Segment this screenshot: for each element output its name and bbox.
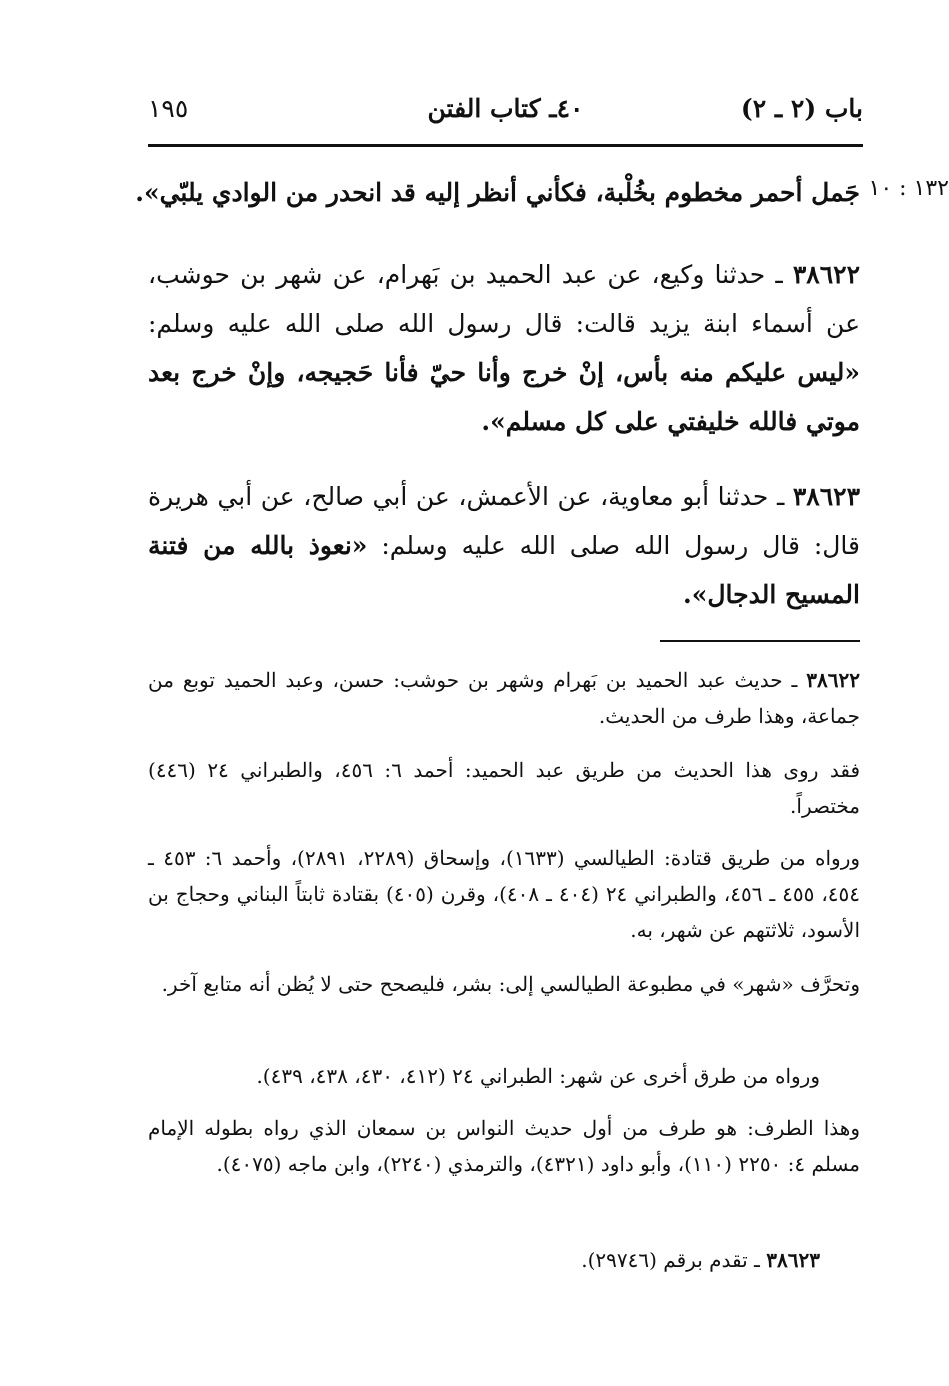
footnote-38623 [148, 1242, 860, 1278]
footnote-38622 [148, 662, 860, 734]
footnote-paragraph: وتحرَّف «شهر» في مطبوعة الطيالسي إلى: بشر، فليصحح حتى لا يُظن أنه متابع آخر. [161, 972, 860, 996]
chapter-title: باب (٢ ـ ٢) [740, 94, 863, 123]
footnote-rule [660, 640, 860, 642]
footnote-number: ٣٨٦٢٢ [806, 668, 860, 692]
running-header [148, 94, 863, 134]
hadith-number: ٣٨٦٢٢ [792, 260, 860, 289]
footnote-number: ٣٨٦٢٣ [766, 1248, 820, 1272]
footnote-text: ـ حديث عبد الحميد بن بَهرام وشهر بن حوشب: حسن، وعبد الحميد توبع من جماعة، وهذا طرف من الحديث. [148, 668, 860, 728]
margin-reference: ١٣٢ : ١٠ [868, 176, 949, 201]
hadith-isnad: ـ حدثنا أبو معاوية، عن الأعمش، عن أبي صالح، عن أبي هريرة قال: قال رسول الله صلى الله عليه وسلم: [148, 482, 860, 560]
footnote-text: ـ تقدم برقم (٢٩٧٤٦). [581, 1248, 767, 1272]
footnote-paragraph: ورواه من طريق قتادة: الطيالسي (١٦٣٣)، وإسحاق (٢٢٨٩، ٢٨٩١)، وأحمد ٦: ٤٥٣ ـ ٤٥٤، ٤٥٥ ـ ٤٥٦، والطبراني ٢٤ (٤٠٤ ـ ٤٠٨)، وقرن (٤٠٥) بقتادة ثابتاً البناني وحجاج بن الأسود، ثلاثتهم عن شهر، به. [148, 846, 861, 942]
hadith-number: ٣٨٦٢٣ [792, 482, 860, 511]
page-number: ١٩٥ [148, 94, 189, 123]
footnote-paragraph: وهذا الطرف: هو طرف من أول حديث النواس بن سمعان الذي رواه بطوله الإمام مسلم ٤: ٢٢٥٠ (١١٠)، وأبو داود (٤٣٢١)، والترمذي (٢٢٤٠)، وابن ماجه (٤٠٧٥). [148, 1116, 860, 1176]
footnote-paragraph: فقد روى هذا الحديث من طريق عبد الحميد: أحمد ٦: ٤٥٦، والطبراني ٢٤ (٤٤٦) مختصراً. [148, 758, 860, 818]
hadith-isnad: ـ حدثنا وكيع، عن عبد الحميد بن بَهرام، عن شهر بن حوشب، عن أسماء ابنة يزيد قالت: قال رسول الله صلى الله عليه وسلم: [148, 260, 860, 338]
footnote-paragraph: ورواه من طرق أخرى عن شهر: الطبراني ٢٤ (٤١٢، ٤٣٠، ٤٣٨، ٤٣٩). [256, 1064, 820, 1088]
book-title: ٤٠ـ كتاب الفتن [427, 94, 584, 123]
header-rule [148, 144, 863, 147]
hadith-38623 [148, 472, 860, 619]
hadith-matn: «ليس عليكم منه بأس، إنْ خرج وأنا حيّ فأنا حَجيجه، وإنْ خرج بعد موتي فالله خليفتي على كل مسلم». [148, 358, 860, 436]
continuation-line: جَمل أحمر مخطوم بخُلْبة، فكأني أنظر إليه قد انحدر من الوادي يلبّي». [135, 178, 860, 207]
hadith-matn: «نعوذ بالله من فتنة المسيح الدجال». [148, 531, 860, 609]
hadith-38622 [148, 250, 860, 446]
